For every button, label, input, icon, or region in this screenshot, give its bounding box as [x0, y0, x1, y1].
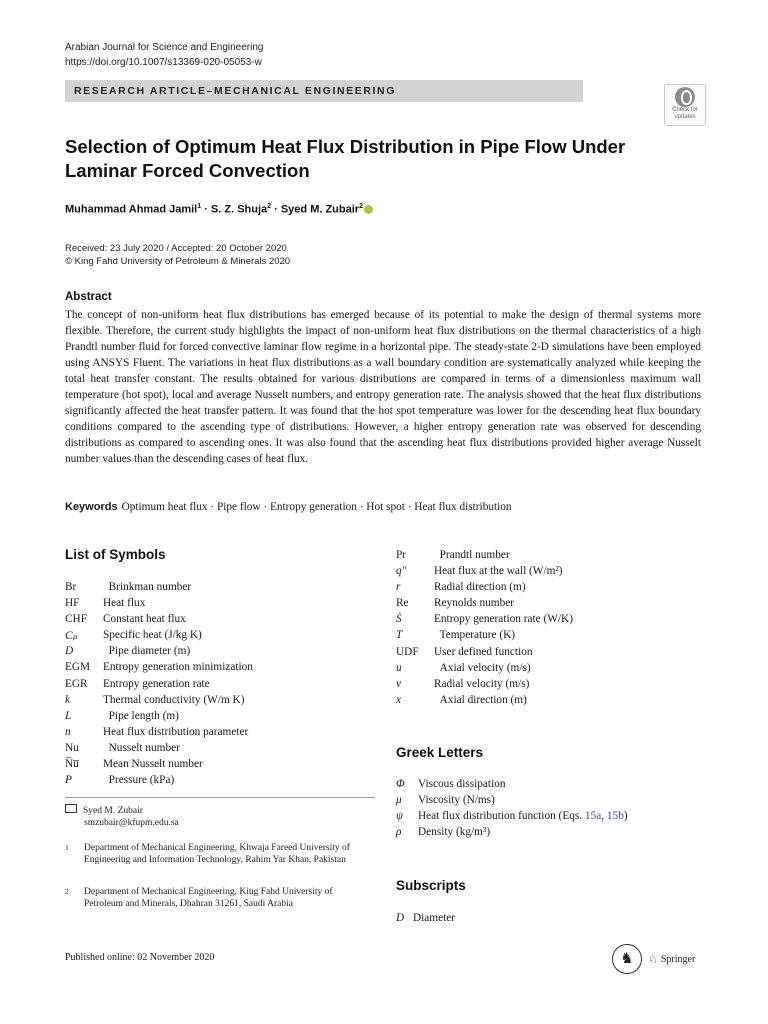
symbol-row — [65, 694, 253, 710]
symbol-row — [396, 629, 573, 645]
symbol: k — [65, 693, 71, 706]
desc-tail: ) — [623, 810, 628, 823]
symbol-row — [396, 678, 573, 694]
symbol-row — [65, 597, 253, 613]
symbol-description: Brinkman number — [103, 581, 192, 593]
symbol-description: Radial direction (m) — [434, 581, 526, 594]
symbol-row — [65, 581, 253, 597]
author-list — [65, 203, 373, 216]
subscript-symbol: D — [396, 912, 405, 924]
symbol-row — [65, 629, 253, 645]
symbol-row — [396, 549, 573, 565]
symbol: N̅u̅ — [65, 758, 79, 771]
correspondence — [65, 804, 179, 829]
symbol: n — [65, 725, 71, 738]
symbol-description: Heat flux distribution parameter — [103, 725, 249, 738]
article-type-label: RESEARCH ARTICLE–MECHANICAL ENGINEERING — [74, 85, 397, 97]
symbol-description: Nusselt number — [103, 741, 180, 754]
symbol-description: Pressure (kPa) — [103, 774, 175, 787]
author-name: S. Z. Shuja — [210, 203, 268, 216]
greek-symbol: ψ — [396, 810, 404, 823]
journal-name: Arabian Journal for Science and Engineering — [65, 42, 264, 53]
subscript-desc: Diameter — [413, 912, 456, 924]
symbol-description: Pipe diameter (m) — [103, 645, 191, 658]
symbol: T — [396, 629, 403, 642]
greek-row — [396, 794, 628, 810]
springer-horse-icon: ♘ — [648, 953, 658, 966]
symbol-row — [396, 565, 573, 581]
publisher-mark[interactable] — [612, 944, 695, 974]
symbol: v — [396, 677, 402, 690]
symbol-description: Heat flux at the wall (W/m²) — [434, 565, 563, 578]
subscript-row — [396, 912, 455, 928]
symbol-description: Axial direction (m) — [434, 693, 527, 706]
check-for-updates-icon — [675, 87, 695, 107]
symbol: r — [396, 581, 401, 594]
symbol: L — [65, 709, 72, 722]
symbol: UDF — [396, 645, 419, 658]
author-separator: · — [271, 203, 281, 216]
symbol-row — [396, 613, 573, 629]
symbol-row — [396, 581, 573, 597]
check-line-1: Check for — [672, 107, 698, 113]
subscripts-heading: Subscripts — [396, 878, 466, 893]
symbol: D — [65, 645, 74, 658]
symbol-row — [65, 678, 253, 694]
greek-letters-heading: Greek Letters — [396, 745, 484, 760]
equation-link[interactable]: 15b — [606, 810, 624, 823]
received-accepted: Received: 23 July 2020 / Accepted: 20 October 2020 — [65, 243, 287, 254]
symbol-row — [65, 661, 253, 677]
affiliation-text: Department of Mechanical Engineering, Khwaja Fareed University of Engineering and Information Technology, Rahim Yar Khan, Pakistan — [84, 843, 350, 865]
keywords-label: Keywords — [65, 501, 118, 513]
affiliation-number: 1 — [65, 843, 69, 852]
symbol-row — [65, 613, 253, 629]
author-name: Syed M. Zubair — [280, 203, 360, 216]
symbol-row — [396, 662, 573, 678]
greek-symbol: Φ — [396, 778, 405, 790]
equation-link[interactable]: 15a — [584, 810, 602, 823]
greek-desc: Density (kg/m³) — [418, 826, 491, 839]
symbol: Nu — [65, 741, 79, 754]
symbol-row — [396, 694, 573, 710]
author-affiliation: 2 — [267, 203, 272, 210]
greek-letters-table — [396, 778, 628, 842]
symbol-row — [396, 646, 573, 662]
symbol-row — [65, 774, 253, 790]
greek-symbol: ρ — [396, 826, 402, 839]
symbol-row — [396, 597, 573, 613]
abstract-text: The concept of non-uniform heat flux distributions has emerged because of its potential to make the design of thermal systems more flexible. Therefore, the current study highlights the impact of non-uniform heat flux distributions on the thermal characteristics of a high Prandtl number fluid for forced convective laminar flow regime in a horizontal pipe. The steady-state 2-D simulations have been employed using ANSYS Fluent. The variations in heat flux distributions as a wall boundary condition are systematically analyzed while keeping the total heat transfer constant. The results obtained for various distributions are compared in terms of a dimensionless maximum wall temperature (hot spot), local and average Nusselt numbers, and entropy generation rate. The analysis showed that the heat flux distributions significantly affected the heat transfer pattern. It was found that the hot spot temperature was lower for the descending heat flux boundary conditions compared to the ascending type of distributions. However, a higher entropy generation rate was observed for descending distributions as compared to ascending ones. It was also found that the ascending heat flux distributions provided higher average Nusselt number values than the descending cases of heat flux. — [65, 309, 701, 465]
affiliation-text: Department of Mechanical Engineering, King Fahd University of Petroleum and Minerals, Dhahran 31261, Saudi Arabia — [84, 887, 333, 909]
corresponding-author: Syed M. Zubair — [83, 806, 143, 816]
author-affiliation: 2 — [359, 203, 363, 210]
symbol: q″ — [396, 565, 407, 578]
springer-logo-icon: ♞ — [612, 944, 642, 974]
symbols-table-left — [65, 581, 253, 790]
symbol-row — [65, 742, 253, 758]
symbol-description: Pipe length (m) — [103, 709, 179, 722]
symbol-row — [65, 758, 253, 774]
copyright: © King Fahd University of Petroleum & Minerals 2020 — [65, 256, 291, 267]
symbol: x — [396, 693, 402, 706]
symbol-description: User defined function — [434, 645, 533, 658]
symbol-description: Entropy generation rate (W/K) — [434, 613, 573, 626]
keywords — [65, 501, 701, 513]
symbol-description: Constant heat flux — [103, 613, 186, 626]
symbol-row — [65, 645, 253, 661]
corresponding-email[interactable]: smzubair@kfupm.edu.sa — [84, 818, 179, 828]
greek-desc: Viscous dissipation — [418, 778, 506, 790]
journal-header — [65, 40, 263, 70]
link-separator: , — [601, 810, 607, 823]
check-for-updates-badge[interactable] — [664, 84, 706, 126]
symbol: Cₚ — [65, 630, 78, 643]
symbol: P — [65, 774, 72, 787]
symbol: EGM — [65, 661, 91, 674]
greek-desc: Heat flux distribution function (Eqs. — [418, 810, 585, 823]
greek-row — [396, 778, 628, 794]
greek-row — [396, 810, 628, 826]
symbol-description: Specific heat (J/kg K) — [103, 629, 202, 642]
symbol-description: Heat flux — [103, 597, 146, 610]
affiliation — [65, 842, 355, 866]
symbol: EGR — [65, 677, 88, 690]
author-separator: · — [201, 203, 211, 216]
check-line-2: updates — [674, 114, 696, 120]
doi-link[interactable]: https://doi.org/10.1007/s13369-020-05053-w — [65, 57, 262, 68]
symbol: Br — [65, 581, 77, 593]
published-online: Published online: 02 November 2020 — [65, 952, 215, 963]
symbol-description: Reynolds number — [434, 597, 515, 610]
symbol-description: Prandtl number — [434, 549, 510, 561]
publisher-name: Springer — [660, 953, 696, 965]
symbol-description: Entropy generation minimization — [103, 661, 253, 674]
symbol-description: Entropy generation rate — [103, 677, 210, 690]
symbol-description: Thermal conductivity (W/m K) — [103, 693, 245, 706]
symbol-description: Axial velocity (m/s) — [434, 661, 531, 674]
author-name: Muhammad Ahmad Jamil — [65, 203, 198, 216]
symbol: CHF — [65, 613, 87, 626]
affiliation — [65, 886, 355, 910]
symbol: Re — [396, 597, 409, 610]
symbol-description: Mean Nusselt number — [103, 758, 203, 771]
symbol: Ṡ — [396, 613, 402, 626]
keywords-text: Optimum heat flux · Pipe flow · Entropy generation · Hot spot · Heat flux distribution — [121, 501, 512, 513]
symbol-row — [65, 710, 253, 726]
symbols-table-right — [396, 549, 573, 710]
symbol: Pr — [396, 549, 407, 561]
symbol-description: Temperature (K) — [434, 629, 516, 642]
abstract-heading: Abstract — [65, 291, 112, 303]
greek-row — [396, 826, 628, 842]
paper-title: Selection of Optimum Heat Flux Distribution in Pipe Flow Under Laminar Forced Convection — [65, 136, 626, 181]
symbols-heading: List of Symbols — [65, 547, 166, 562]
symbol: HF — [65, 597, 80, 610]
orcid-icon[interactable] — [364, 205, 373, 214]
footnote-rule — [65, 797, 375, 798]
symbol: u — [396, 661, 402, 674]
envelope-icon — [65, 804, 77, 813]
greek-desc: Viscosity (N/ms) — [418, 794, 495, 807]
symbol-row — [65, 726, 253, 742]
greek-symbol: μ — [396, 794, 402, 807]
article-type-banner — [65, 80, 583, 102]
subscripts-table — [396, 912, 455, 928]
symbol-description: Radial velocity (m/s) — [434, 677, 530, 690]
affiliation-number: 2 — [65, 887, 69, 896]
author-affiliation: 1 — [197, 203, 202, 210]
article-dates — [65, 242, 290, 268]
